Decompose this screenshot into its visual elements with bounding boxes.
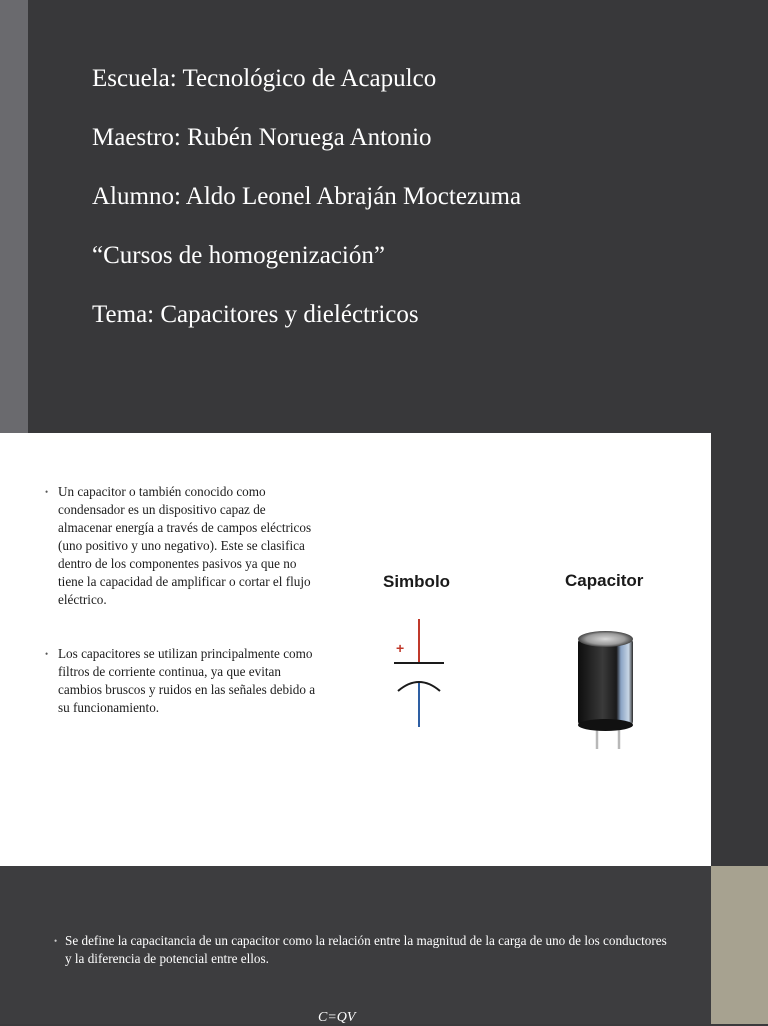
left-accent-band [0, 0, 28, 433]
bullet-text: Los capacitores se utilizan principalmente como filtros de corriente continua, ya que evitan cambios bruscos y ruidos en las señales debido a su funcionamiento. [58, 646, 316, 715]
bullet-dot-icon: • [54, 936, 58, 946]
course-line: “Cursos de homogenización” [92, 242, 385, 269]
plus-sign: + [396, 640, 405, 656]
bullet-dot-icon: • [45, 649, 49, 659]
capacitance-formula: C=QV [318, 1010, 356, 1025]
bullet-text: Un capacitor o también conocido como condensador es un dispositivo capaz de almacenar energía a través de campos eléctricos (uno positivo y uno negativo). Este se clasifica dentro de los componentes pasivos ya que no tiene la capacidad de amplificar o cortar el flujo eléctrico. [58, 484, 312, 607]
bullet-item [44, 483, 320, 609]
capacitor-slide [0, 433, 711, 866]
student-line: Alumno: Aldo Leonel Abraján Moctezuma [92, 183, 522, 210]
bullet-list [44, 483, 320, 753]
definition-text: Se define la capacitancia de un capacitor como la relación entre la magnitud de la carga de uno de los conductores y la diferencia de potencial entre ellos. [65, 933, 667, 966]
symbol-label: Simbolo [383, 572, 451, 591]
title-lines [92, 64, 521, 359]
title-slide [0, 0, 768, 433]
bullet-item [44, 645, 320, 717]
electrolytic-capacitor-icon [570, 593, 650, 753]
teacher-line: Maestro: Rubén Noruega Antonio [92, 124, 432, 151]
definition-bullet [54, 932, 675, 968]
capacitor-label: Capacitor [565, 571, 644, 590]
capacitance-slide [0, 866, 711, 1024]
capacitor-symbol-icon [388, 615, 458, 735]
bullet-dot-icon: • [45, 487, 49, 497]
right-tan-band [711, 866, 768, 1024]
right-side-band [711, 433, 768, 866]
school-line: Escuela: Tecnológico de Acapulco [92, 65, 437, 92]
topic-line: Tema: Capacitores y dieléctricos [92, 301, 419, 328]
